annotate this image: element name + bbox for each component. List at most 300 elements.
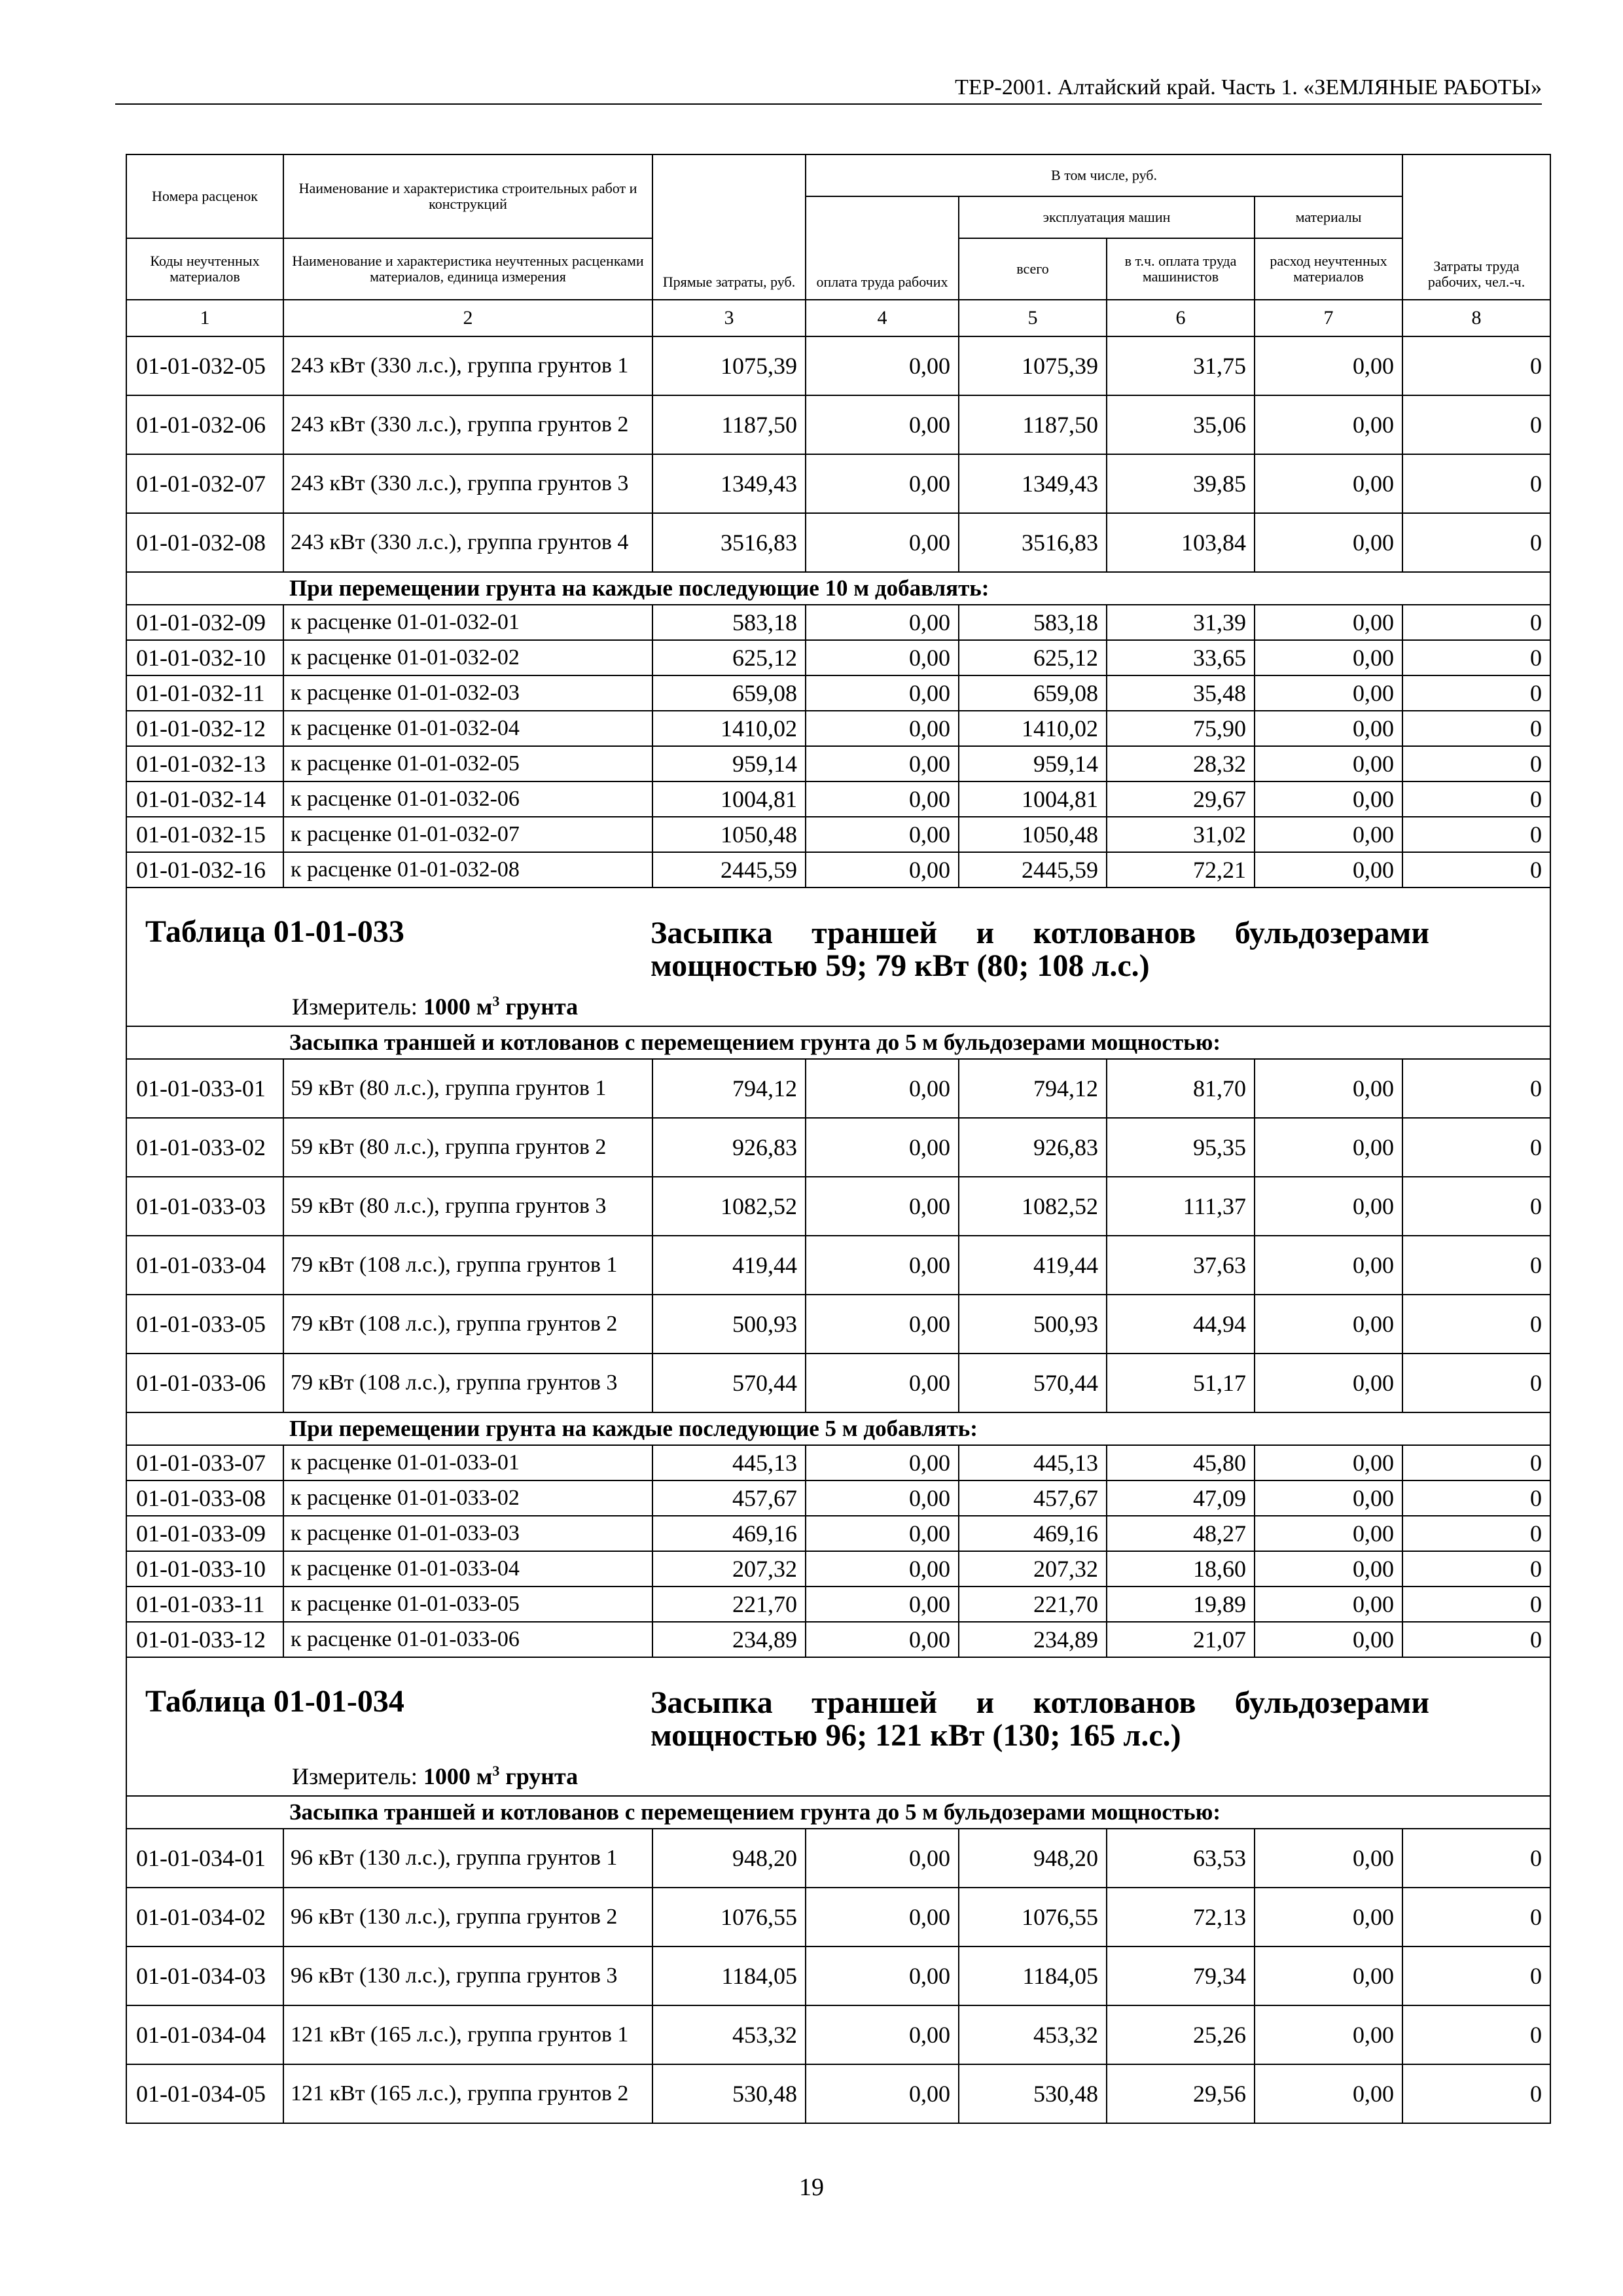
- unit-of-measure: [292, 989, 578, 1019]
- value-cell: 0: [1402, 675, 1550, 711]
- value-cell: 0,00: [806, 1354, 959, 1412]
- value-cell: 0,00: [806, 1888, 959, 1946]
- value-cell: 1349,43: [652, 454, 806, 513]
- value-cell: 1187,50: [959, 395, 1107, 454]
- value-cell: 419,44: [652, 1236, 806, 1295]
- table-row: [126, 1551, 1550, 1587]
- work-description: к расценке 01-01-032-01: [283, 605, 652, 640]
- value-cell: 31,75: [1107, 336, 1255, 395]
- value-cell: 948,20: [959, 1829, 1107, 1888]
- work-description: к расценке 01-01-032-04: [283, 711, 652, 746]
- value-cell: 1004,81: [652, 781, 806, 817]
- table-row: [126, 1177, 1550, 1236]
- value-cell: 234,89: [652, 1622, 806, 1657]
- rate-code: 01-01-033-02: [126, 1118, 283, 1177]
- unit-superscript: 3: [492, 1763, 500, 1779]
- value-cell: 0,00: [1255, 2005, 1402, 2064]
- value-cell: 959,14: [959, 746, 1107, 781]
- rate-code: 01-01-032-06: [126, 395, 283, 454]
- value-cell: 28,32: [1107, 746, 1255, 781]
- value-cell: 0: [1402, 1354, 1550, 1412]
- work-description: к расценке 01-01-033-04: [283, 1551, 652, 1587]
- rate-code: 01-01-033-06: [126, 1354, 283, 1412]
- work-description: 243 кВт (330 л.с.), группа грунтов 1: [283, 336, 652, 395]
- work-description: 59 кВт (80 л.с.), группа грунтов 1: [283, 1059, 652, 1118]
- value-cell: 0,00: [1255, 513, 1402, 572]
- table-row: [126, 1445, 1550, 1480]
- work-description: к расценке 01-01-032-06: [283, 781, 652, 817]
- value-cell: 0: [1402, 1177, 1550, 1236]
- value-cell: 659,08: [652, 675, 806, 711]
- value-cell: 445,13: [652, 1445, 806, 1480]
- value-cell: 0,00: [1255, 817, 1402, 852]
- table-row: [126, 513, 1550, 572]
- value-cell: 0: [1402, 852, 1550, 888]
- table-number: Таблица 01-01-034: [145, 1684, 404, 1719]
- value-cell: 583,18: [652, 605, 806, 640]
- price-table-container: [126, 154, 1543, 2124]
- subheading-row: [126, 1412, 1550, 1445]
- value-cell: 18,60: [1107, 1551, 1255, 1587]
- work-description: к расценке 01-01-033-01: [283, 1445, 652, 1480]
- rate-code: 01-01-034-05: [126, 2064, 283, 2123]
- unit-rest: грунта: [505, 994, 579, 1020]
- value-cell: 0: [1402, 1829, 1550, 1888]
- value-cell: 926,83: [959, 1118, 1107, 1177]
- work-description: к расценке 01-01-033-05: [283, 1587, 652, 1622]
- subheading-row: [126, 1026, 1550, 1059]
- value-cell: 75,90: [1107, 711, 1255, 746]
- value-cell: 0,00: [1255, 1295, 1402, 1354]
- table-body: [126, 336, 1550, 2123]
- value-cell: 794,12: [959, 1059, 1107, 1118]
- col-machines-total: всего: [959, 238, 1107, 300]
- section-subheading: Засыпка траншей и котлованов с перемещением грунта до 5 м бульдозерами мощностью:: [126, 1796, 1550, 1829]
- value-cell: 469,16: [959, 1516, 1107, 1551]
- value-cell: 500,93: [959, 1295, 1107, 1354]
- table-row: [126, 336, 1550, 395]
- value-cell: 1050,48: [959, 817, 1107, 852]
- value-cell: 0,00: [806, 2005, 959, 2064]
- rate-code: 01-01-034-04: [126, 2005, 283, 2064]
- table-row: [126, 1888, 1550, 1946]
- value-cell: 37,63: [1107, 1236, 1255, 1295]
- value-cell: 0,00: [1255, 1118, 1402, 1177]
- value-cell: 0,00: [806, 1587, 959, 1622]
- value-cell: 1075,39: [959, 336, 1107, 395]
- value-cell: 0: [1402, 1480, 1550, 1516]
- value-cell: 0: [1402, 640, 1550, 675]
- value-cell: 0,00: [1255, 711, 1402, 746]
- value-cell: 48,27: [1107, 1516, 1255, 1551]
- value-cell: 1184,05: [959, 1946, 1107, 2005]
- table-title: Засыпка траншей и котлованов бульдозерами мощностью 59; 79 кВт (80; 108 л.с.): [651, 916, 1429, 983]
- subheading-row: [126, 1796, 1550, 1829]
- value-cell: 0,00: [806, 746, 959, 781]
- rate-code: 01-01-032-16: [126, 852, 283, 888]
- value-cell: 948,20: [652, 1829, 806, 1888]
- table-row: [126, 1829, 1550, 1888]
- value-cell: 29,67: [1107, 781, 1255, 817]
- value-cell: 453,32: [652, 2005, 806, 2064]
- work-description: к расценке 01-01-032-05: [283, 746, 652, 781]
- value-cell: 959,14: [652, 746, 806, 781]
- value-cell: 0,00: [1255, 454, 1402, 513]
- value-cell: 0,00: [806, 1829, 959, 1888]
- value-cell: 445,13: [959, 1445, 1107, 1480]
- table-row: [126, 1236, 1550, 1295]
- value-cell: 0,00: [806, 1946, 959, 2005]
- value-cell: 659,08: [959, 675, 1107, 711]
- value-cell: 1004,81: [959, 781, 1107, 817]
- value-cell: 0,00: [806, 2064, 959, 2123]
- table-row: [126, 675, 1550, 711]
- value-cell: 457,67: [652, 1480, 806, 1516]
- value-cell: 0,00: [806, 852, 959, 888]
- work-description: 96 кВт (130 л.с.), группа грунтов 2: [283, 1888, 652, 1946]
- value-cell: 794,12: [652, 1059, 806, 1118]
- value-cell: 31,02: [1107, 817, 1255, 852]
- value-cell: 0,00: [1255, 1059, 1402, 1118]
- value-cell: 35,48: [1107, 675, 1255, 711]
- value-cell: 95,35: [1107, 1118, 1255, 1177]
- value-cell: 0,00: [1255, 1888, 1402, 1946]
- value-cell: 35,06: [1107, 395, 1255, 454]
- col-number: 8: [1402, 300, 1550, 336]
- value-cell: 0,00: [1255, 1354, 1402, 1412]
- page-number: 19: [799, 2174, 824, 2201]
- col-number: 6: [1107, 300, 1255, 336]
- value-cell: 625,12: [652, 640, 806, 675]
- table-row: [126, 1118, 1550, 1177]
- value-cell: 234,89: [959, 1622, 1107, 1657]
- value-cell: 1050,48: [652, 817, 806, 852]
- col-number: 3: [652, 300, 806, 336]
- value-cell: 453,32: [959, 2005, 1107, 2064]
- value-cell: 0: [1402, 2005, 1550, 2064]
- value-cell: 0,00: [1255, 640, 1402, 675]
- table-heading-row: [126, 888, 1550, 1026]
- work-description: к расценке 01-01-032-07: [283, 817, 652, 852]
- table-row: [126, 1480, 1550, 1516]
- table-row: [126, 1946, 1550, 2005]
- rate-code: 01-01-034-02: [126, 1888, 283, 1946]
- value-cell: 0,00: [806, 1177, 959, 1236]
- table-row: [126, 1295, 1550, 1354]
- table-number: Таблица 01-01-033: [145, 914, 404, 949]
- rate-code: 01-01-032-08: [126, 513, 283, 572]
- section-subheading: При перемещении грунта на каждые последующие 5 м добавлять:: [126, 1412, 1550, 1445]
- value-cell: 0,00: [806, 1118, 959, 1177]
- value-cell: 0,00: [1255, 1622, 1402, 1657]
- value-cell: 0,00: [1255, 605, 1402, 640]
- value-cell: 33,65: [1107, 640, 1255, 675]
- rate-code: 01-01-033-12: [126, 1622, 283, 1657]
- value-cell: 0: [1402, 1295, 1550, 1354]
- value-cell: 0: [1402, 1946, 1550, 2005]
- rate-code: 01-01-032-10: [126, 640, 283, 675]
- value-cell: 1082,52: [652, 1177, 806, 1236]
- table-row: [126, 746, 1550, 781]
- value-cell: 570,44: [652, 1354, 806, 1412]
- value-cell: 72,21: [1107, 852, 1255, 888]
- work-description: к расценке 01-01-033-02: [283, 1480, 652, 1516]
- value-cell: 0,00: [1255, 1177, 1402, 1236]
- value-cell: 0: [1402, 1888, 1550, 1946]
- value-cell: 0: [1402, 1236, 1550, 1295]
- value-cell: 0,00: [1255, 2064, 1402, 2123]
- group-machines: эксплуатация машин: [959, 196, 1255, 238]
- value-cell: 0,00: [1255, 1236, 1402, 1295]
- col-number: 7: [1255, 300, 1402, 336]
- subheading-row: [126, 572, 1550, 605]
- value-cell: 1184,05: [652, 1946, 806, 2005]
- unit-value: 1000 м: [423, 994, 493, 1020]
- value-cell: 0,00: [806, 1480, 959, 1516]
- value-cell: 0,00: [806, 605, 959, 640]
- value-cell: 419,44: [959, 1236, 1107, 1295]
- value-cell: 0,00: [1255, 746, 1402, 781]
- work-description: 96 кВт (130 л.с.), группа грунтов 1: [283, 1829, 652, 1888]
- value-cell: 79,34: [1107, 1946, 1255, 2005]
- value-cell: 221,70: [652, 1587, 806, 1622]
- rate-code: 01-01-032-09: [126, 605, 283, 640]
- col-materials-use: расход неучтенных материалов: [1255, 238, 1402, 300]
- value-cell: 0: [1402, 711, 1550, 746]
- value-cell: 3516,83: [652, 513, 806, 572]
- value-cell: 0: [1402, 1587, 1550, 1622]
- table-row: [126, 1354, 1550, 1412]
- col-labor-cost: Затраты труда рабочих, чел.-ч.: [1402, 154, 1550, 300]
- value-cell: 0: [1402, 1445, 1550, 1480]
- section-subheading: При перемещении грунта на каждые последующие 10 м добавлять:: [126, 572, 1550, 605]
- value-cell: 0,00: [806, 1059, 959, 1118]
- value-cell: 926,83: [652, 1118, 806, 1177]
- col-number: 5: [959, 300, 1107, 336]
- value-cell: 583,18: [959, 605, 1107, 640]
- rate-code: 01-01-033-04: [126, 1236, 283, 1295]
- table-title: Засыпка траншей и котлованов бульдозерами мощностью 96; 121 кВт (130; 165 л.с.): [651, 1685, 1429, 1753]
- group-materials: материалы: [1255, 196, 1402, 238]
- work-description: 96 кВт (130 л.с.), группа грунтов 3: [283, 1946, 652, 2005]
- value-cell: 0: [1402, 1516, 1550, 1551]
- rate-code: 01-01-032-14: [126, 781, 283, 817]
- running-header: [115, 73, 1542, 105]
- value-cell: 0: [1402, 2064, 1550, 2123]
- value-cell: 0,00: [806, 1622, 959, 1657]
- col-name-bottom: Наименование и характеристика неучтенных расценками материалов, единица измерения: [283, 238, 652, 300]
- table-row: [126, 1622, 1550, 1657]
- table-row: [126, 640, 1550, 675]
- unit-label: Измеритель:: [292, 1763, 418, 1789]
- value-cell: 0: [1402, 1118, 1550, 1177]
- work-description: 121 кВт (165 л.с.), группа грунтов 2: [283, 2064, 652, 2123]
- table-row: [126, 817, 1550, 852]
- value-cell: 1410,02: [652, 711, 806, 746]
- value-cell: 25,26: [1107, 2005, 1255, 2064]
- group-including: В том числе, руб.: [806, 154, 1402, 196]
- work-description: к расценке 01-01-033-03: [283, 1516, 652, 1551]
- rate-code: 01-01-032-11: [126, 675, 283, 711]
- value-cell: 0,00: [1255, 852, 1402, 888]
- value-cell: 44,94: [1107, 1295, 1255, 1354]
- col-machinist-pay: в т.ч. оплата труда машинистов: [1107, 238, 1255, 300]
- table-header: [126, 154, 1550, 336]
- section-subheading: Засыпка траншей и котлованов с перемещением грунта до 5 м бульдозерами мощностью:: [126, 1026, 1550, 1059]
- value-cell: 530,48: [959, 2064, 1107, 2123]
- value-cell: 19,89: [1107, 1587, 1255, 1622]
- value-cell: 0,00: [806, 1295, 959, 1354]
- work-description: 79 кВт (108 л.с.), группа грунтов 3: [283, 1354, 652, 1412]
- value-cell: 0,00: [806, 454, 959, 513]
- col-number: 1: [126, 300, 283, 336]
- value-cell: 21,07: [1107, 1622, 1255, 1657]
- value-cell: 81,70: [1107, 1059, 1255, 1118]
- rate-code: 01-01-033-03: [126, 1177, 283, 1236]
- rate-code: 01-01-032-07: [126, 454, 283, 513]
- rate-code: 01-01-032-15: [126, 817, 283, 852]
- value-cell: 1410,02: [959, 711, 1107, 746]
- work-description: 121 кВт (165 л.с.), группа грунтов 1: [283, 2005, 652, 2064]
- value-cell: 51,17: [1107, 1354, 1255, 1412]
- value-cell: 0,00: [806, 1516, 959, 1551]
- table-row: [126, 605, 1550, 640]
- rate-code: 01-01-033-09: [126, 1516, 283, 1551]
- col-labor-pay: оплата труда рабочих: [806, 196, 959, 300]
- table-heading: [126, 1657, 1550, 1796]
- table-row: [126, 852, 1550, 888]
- value-cell: 1082,52: [959, 1177, 1107, 1236]
- rate-code: 01-01-033-01: [126, 1059, 283, 1118]
- table-heading: [126, 888, 1550, 1026]
- value-cell: 500,93: [652, 1295, 806, 1354]
- table-row: [126, 1516, 1550, 1551]
- col-direct: Прямые затраты, руб.: [652, 154, 806, 300]
- rate-code: 01-01-033-10: [126, 1551, 283, 1587]
- rate-code: 01-01-033-11: [126, 1587, 283, 1622]
- value-cell: 0,00: [1255, 1946, 1402, 2005]
- running-title: ТЕР-2001. Алтайский край. Часть 1. «ЗЕМЛЯНЫЕ РАБОТЫ»: [955, 75, 1542, 99]
- value-cell: 0,00: [806, 640, 959, 675]
- value-cell: 0: [1402, 454, 1550, 513]
- value-cell: 0: [1402, 817, 1550, 852]
- value-cell: 0,00: [806, 513, 959, 572]
- unit-of-measure: [292, 1759, 578, 1789]
- value-cell: 31,39: [1107, 605, 1255, 640]
- value-cell: 39,85: [1107, 454, 1255, 513]
- unit-superscript: 3: [492, 993, 500, 1009]
- value-cell: 570,44: [959, 1354, 1107, 1412]
- value-cell: 207,32: [652, 1551, 806, 1587]
- value-cell: 1076,55: [959, 1888, 1107, 1946]
- unit-value: 1000 м: [423, 1763, 493, 1789]
- work-description: к расценке 01-01-032-03: [283, 675, 652, 711]
- value-cell: 469,16: [652, 1516, 806, 1551]
- work-description: к расценке 01-01-033-06: [283, 1622, 652, 1657]
- value-cell: 0,00: [806, 336, 959, 395]
- work-description: 243 кВт (330 л.с.), группа грунтов 3: [283, 454, 652, 513]
- value-cell: 457,67: [959, 1480, 1107, 1516]
- value-cell: 625,12: [959, 640, 1107, 675]
- value-cell: 2445,59: [652, 852, 806, 888]
- value-cell: 0: [1402, 513, 1550, 572]
- value-cell: 1349,43: [959, 454, 1107, 513]
- table-row: [126, 781, 1550, 817]
- work-description: 79 кВт (108 л.с.), группа грунтов 1: [283, 1236, 652, 1295]
- rate-code: 01-01-033-07: [126, 1445, 283, 1480]
- rate-code: 01-01-034-01: [126, 1829, 283, 1888]
- value-cell: 103,84: [1107, 513, 1255, 572]
- table-heading-row: [126, 1657, 1550, 1796]
- value-cell: 0,00: [1255, 781, 1402, 817]
- work-description: 59 кВт (80 л.с.), группа грунтов 2: [283, 1118, 652, 1177]
- value-cell: 1187,50: [652, 395, 806, 454]
- value-cell: 0,00: [806, 711, 959, 746]
- value-cell: 0,00: [1255, 1480, 1402, 1516]
- work-description: 243 кВт (330 л.с.), группа грунтов 2: [283, 395, 652, 454]
- col-name-top: Наименование и характеристика строительных работ и конструкций: [283, 154, 652, 238]
- work-description: 59 кВт (80 л.с.), группа грунтов 3: [283, 1177, 652, 1236]
- value-cell: 0,00: [1255, 336, 1402, 395]
- value-cell: 0,00: [806, 817, 959, 852]
- table-row: [126, 1587, 1550, 1622]
- value-cell: 0: [1402, 605, 1550, 640]
- value-cell: 2445,59: [959, 852, 1107, 888]
- rate-code: 01-01-034-03: [126, 1946, 283, 2005]
- value-cell: 0,00: [806, 781, 959, 817]
- col-code-top: Номера расценок: [126, 154, 283, 238]
- work-description: к расценке 01-01-032-08: [283, 852, 652, 888]
- col-code-bottom: Коды неучтенных материалов: [126, 238, 283, 300]
- value-cell: 3516,83: [959, 513, 1107, 572]
- table-row: [126, 395, 1550, 454]
- value-cell: 207,32: [959, 1551, 1107, 1587]
- unit-rest: грунта: [505, 1763, 579, 1789]
- rate-code: 01-01-033-05: [126, 1295, 283, 1354]
- rate-code: 01-01-032-13: [126, 746, 283, 781]
- table-row: [126, 711, 1550, 746]
- value-cell: 0,00: [1255, 675, 1402, 711]
- work-description: к расценке 01-01-032-02: [283, 640, 652, 675]
- value-cell: 0,00: [806, 1236, 959, 1295]
- value-cell: 0,00: [1255, 1516, 1402, 1551]
- value-cell: 47,09: [1107, 1480, 1255, 1516]
- value-cell: 29,56: [1107, 2064, 1255, 2123]
- value-cell: 0: [1402, 395, 1550, 454]
- value-cell: 0,00: [806, 395, 959, 454]
- table-row: [126, 2064, 1550, 2123]
- value-cell: 0,00: [1255, 395, 1402, 454]
- value-cell: 0: [1402, 746, 1550, 781]
- value-cell: 72,13: [1107, 1888, 1255, 1946]
- col-number: 4: [806, 300, 959, 336]
- value-cell: 530,48: [652, 2064, 806, 2123]
- value-cell: 1075,39: [652, 336, 806, 395]
- value-cell: 0,00: [1255, 1829, 1402, 1888]
- value-cell: 63,53: [1107, 1829, 1255, 1888]
- value-cell: 0: [1402, 1059, 1550, 1118]
- value-cell: 0: [1402, 336, 1550, 395]
- rate-code: 01-01-032-12: [126, 711, 283, 746]
- col-number: 2: [283, 300, 652, 336]
- table-row: [126, 1059, 1550, 1118]
- value-cell: 0,00: [1255, 1445, 1402, 1480]
- value-cell: 221,70: [959, 1587, 1107, 1622]
- value-cell: 0: [1402, 781, 1550, 817]
- value-cell: 0,00: [806, 675, 959, 711]
- value-cell: 0,00: [1255, 1551, 1402, 1587]
- value-cell: 0,00: [1255, 1587, 1402, 1622]
